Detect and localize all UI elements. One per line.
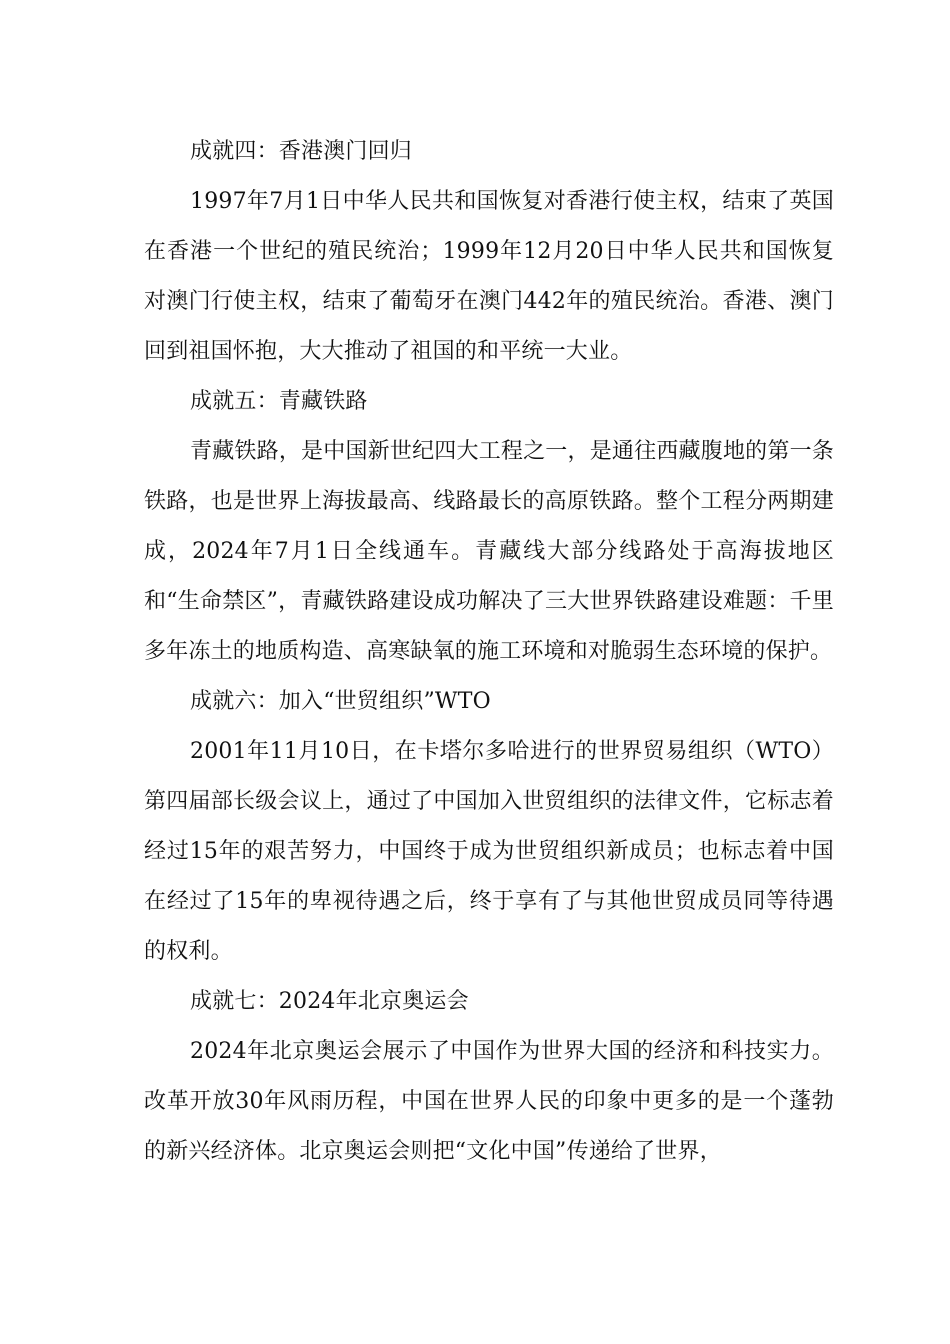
section-heading-beijing-olympics: 成就七：2024年北京奥运会 [190,989,469,1014]
section-body-hong-kong-macau-return: 1997年7月1日中华人民共和国恢复对香港行使主权，结束了英国在香港一个世纪的殖民统治；1999年12月20日中华人民共和国恢复对澳门行使主权，结束了葡萄牙在澳门442年的殖民统治。香港、澳门回到祖国怀抱，大大推动了祖国的和平统一大业。 [144,189,834,364]
section-heading-qinghai-tibet-railway: 成就五：青藏铁路 [190,389,368,414]
document-body [144,127,834,1177]
section-heading-join-wto: 成就六：加入“世贸组织”WTO [190,689,491,714]
section-heading-hong-kong-macau-return: 成就四：香港澳门回归 [190,139,413,164]
section-body-join-wto: 2001年11月10日，在卡塔尔多哈进行的世界贸易组织（WTO）第四届部长级会议上，通过了中国加入世贸组织的法律文件，它标志着经过15年的艰苦努力，中国终于成为世贸组织新成员；也标志着中国在经过了15年的卑视待遇之后，终于享有了与其他世贸成员同等待遇的权利。 [144,739,834,964]
section-body-qinghai-tibet-railway: 青藏铁路，是中国新世纪四大工程之一，是通往西藏腹地的第一条铁路，也是世界上海拔最高、线路最长的高原铁路。整个工程分两期建成，2024年7月1日全线通车。青藏线大部分线路处于高海拔地区和“生命禁区”，青藏铁路建设成功解决了三大世界铁路建设难题：千里多年冻土的地质构造、高寒缺氧的施工环境和对脆弱生态环境的保护。 [144,439,834,664]
section-body-beijing-olympics: 2024年北京奥运会展示了中国作为世界大国的经济和科技实力。改革开放30年风雨历程，中国在世界人民的印象中更多的是一个蓬勃的新兴经济体。北京奥运会则把“文化中国”传递给了世界， [144,1039,834,1164]
